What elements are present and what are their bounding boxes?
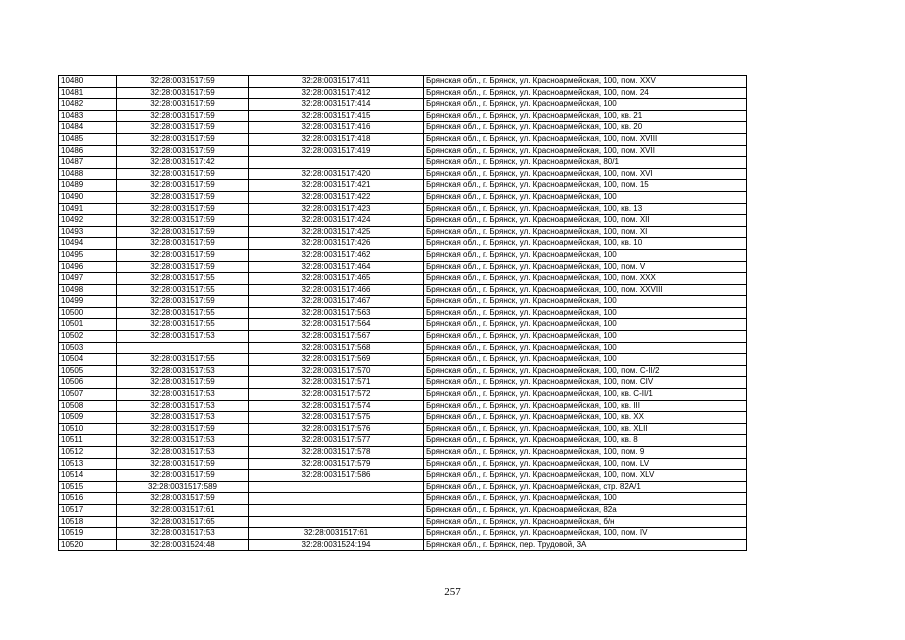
address-cell: Брянская обл., г. Брянск, ул. Красноармейская, 100, кв. XX — [424, 412, 747, 424]
cadastral-number-cell: 32:28:0031517:567 — [249, 331, 424, 343]
parent-cadastral-number-cell: 32:28:0031524:48 — [117, 539, 249, 551]
table-row — [59, 528, 747, 540]
cadastral-number-cell — [249, 157, 424, 169]
table-row — [59, 412, 747, 424]
table-row — [59, 470, 747, 482]
row-number-cell: 10486 — [59, 145, 117, 157]
parent-cadastral-number-cell: 32:28:0031517:53 — [117, 435, 249, 447]
row-number-cell: 10508 — [59, 400, 117, 412]
table-row — [59, 365, 747, 377]
address-cell: Брянская обл., г. Брянск, пер. Трудовой, 3А — [424, 539, 747, 551]
parent-cadastral-number-cell: 32:28:0031517:53 — [117, 389, 249, 401]
table-row — [59, 261, 747, 273]
cadastral-number-cell: 32:28:0031517:418 — [249, 133, 424, 145]
parent-cadastral-number-cell: 32:28:0031517:59 — [117, 191, 249, 203]
row-number-cell: 10509 — [59, 412, 117, 424]
cadastral-number-cell: 32:28:0031517:415 — [249, 110, 424, 122]
address-cell: Брянская обл., г. Брянск, ул. Красноармейская, стр. 82А/1 — [424, 481, 747, 493]
cadastral-number-cell: 32:28:0031517:467 — [249, 296, 424, 308]
table-row — [59, 296, 747, 308]
parent-cadastral-number-cell: 32:28:0031517:59 — [117, 168, 249, 180]
table-row — [59, 284, 747, 296]
cadastral-number-cell: 32:28:0031517:577 — [249, 435, 424, 447]
parent-cadastral-number-cell: 32:28:0031517:59 — [117, 423, 249, 435]
address-cell: Брянская обл., г. Брянск, ул. Красноармейская, б/н — [424, 516, 747, 528]
address-cell: Брянская обл., г. Брянск, ул. Красноармейская, 100, пом. XLV — [424, 470, 747, 482]
address-cell: Брянская обл., г. Брянск, ул. Красноармейская, 100 — [424, 354, 747, 366]
row-number-cell: 10517 — [59, 504, 117, 516]
address-cell: Брянская обл., г. Брянск, ул. Красноармейская, 100, кв. III — [424, 400, 747, 412]
row-number-cell: 10493 — [59, 226, 117, 238]
address-cell: Брянская обл., г. Брянск, ул. Красноармейская, 100 — [424, 331, 747, 343]
address-cell: Брянская обл., г. Брянск, ул. Красноармейская, 100 — [424, 493, 747, 505]
address-cell: Брянская обл., г. Брянск, ул. Красноармейская, 100, пом. XXVIII — [424, 284, 747, 296]
parent-cadastral-number-cell: 32:28:0031517:42 — [117, 157, 249, 169]
parent-cadastral-number-cell: 32:28:0031517:53 — [117, 365, 249, 377]
cadastral-number-cell: 32:28:0031517:568 — [249, 342, 424, 354]
cadastral-number-cell: 32:28:0031517:576 — [249, 423, 424, 435]
row-number-cell: 10481 — [59, 87, 117, 99]
address-cell: Брянская обл., г. Брянск, ул. Красноармейская, 100, пом. 15 — [424, 180, 747, 192]
parent-cadastral-number-cell: 32:28:0031517:53 — [117, 528, 249, 540]
address-cell: Брянская обл., г. Брянск, ул. Красноармейская, 100, кв. С-II/1 — [424, 389, 747, 401]
registry-table-body — [59, 76, 747, 551]
cadastral-number-cell — [249, 504, 424, 516]
address-cell: Брянская обл., г. Брянск, ул. Красноармейская, 80/1 — [424, 157, 747, 169]
row-number-cell: 10482 — [59, 99, 117, 111]
address-cell: Брянская обл., г. Брянск, ул. Красноармейская, 100 — [424, 249, 747, 261]
cadastral-number-cell: 32:28:0031517:465 — [249, 273, 424, 285]
cadastral-number-cell: 32:28:0031517:411 — [249, 76, 424, 88]
table-row — [59, 157, 747, 169]
table-row — [59, 435, 747, 447]
parent-cadastral-number-cell: 32:28:0031517:59 — [117, 470, 249, 482]
address-cell: Брянская обл., г. Брянск, ул. Красноармейская, 100, кв. 20 — [424, 122, 747, 134]
row-number-cell: 10501 — [59, 319, 117, 331]
row-number-cell: 10500 — [59, 307, 117, 319]
table-row — [59, 273, 747, 285]
table-row — [59, 307, 747, 319]
table-row — [59, 319, 747, 331]
row-number-cell: 10488 — [59, 168, 117, 180]
cadastral-number-cell: 32:28:0031517:421 — [249, 180, 424, 192]
parent-cadastral-number-cell: 32:28:0031517:59 — [117, 145, 249, 157]
row-number-cell: 10497 — [59, 273, 117, 285]
parent-cadastral-number-cell: 32:28:0031517:55 — [117, 284, 249, 296]
table-row — [59, 110, 747, 122]
cadastral-number-cell: 32:28:0031517:425 — [249, 226, 424, 238]
parent-cadastral-number-cell: 32:28:0031517:59 — [117, 180, 249, 192]
row-number-cell: 10503 — [59, 342, 117, 354]
parent-cadastral-number-cell: 32:28:0031517:53 — [117, 412, 249, 424]
cadastral-number-cell: 32:28:0031517:574 — [249, 400, 424, 412]
address-cell: Брянская обл., г. Брянск, ул. Красноармейская, 100, кв. 8 — [424, 435, 747, 447]
parent-cadastral-number-cell: 32:28:0031517:59 — [117, 99, 249, 111]
parent-cadastral-number-cell: 32:28:0031517:55 — [117, 319, 249, 331]
row-number-cell: 10512 — [59, 447, 117, 459]
cadastral-number-cell: 32:28:0031517:416 — [249, 122, 424, 134]
row-number-cell: 10511 — [59, 435, 117, 447]
row-number-cell: 10507 — [59, 389, 117, 401]
table-row — [59, 191, 747, 203]
parent-cadastral-number-cell: 32:28:0031517:59 — [117, 249, 249, 261]
table-row — [59, 76, 747, 88]
cadastral-number-cell: 32:28:0031517:412 — [249, 87, 424, 99]
parent-cadastral-number-cell — [117, 342, 249, 354]
table-row — [59, 226, 747, 238]
table-row — [59, 215, 747, 227]
cadastral-number-cell: 32:28:0031517:578 — [249, 447, 424, 459]
row-number-cell: 10518 — [59, 516, 117, 528]
row-number-cell: 10520 — [59, 539, 117, 551]
table-row — [59, 400, 747, 412]
parent-cadastral-number-cell: 32:28:0031517:59 — [117, 110, 249, 122]
row-number-cell: 10492 — [59, 215, 117, 227]
address-cell: Брянская обл., г. Брянск, ул. Красноармейская, 100, пом. XVII — [424, 145, 747, 157]
cadastral-number-cell: 32:28:0031517:571 — [249, 377, 424, 389]
address-cell: Брянская обл., г. Брянск, ул. Красноармейская, 100 — [424, 296, 747, 308]
cadastral-number-cell: 32:28:0031517:61 — [249, 528, 424, 540]
parent-cadastral-number-cell: 32:28:0031517:59 — [117, 458, 249, 470]
parent-cadastral-number-cell: 32:28:0031517:55 — [117, 273, 249, 285]
table-row — [59, 87, 747, 99]
row-number-cell: 10506 — [59, 377, 117, 389]
table-row — [59, 423, 747, 435]
table-row — [59, 481, 747, 493]
table-row — [59, 539, 747, 551]
address-cell: Брянская обл., г. Брянск, ул. Красноармейская, 82а — [424, 504, 747, 516]
row-number-cell: 10499 — [59, 296, 117, 308]
row-number-cell: 10487 — [59, 157, 117, 169]
table-row — [59, 504, 747, 516]
row-number-cell: 10485 — [59, 133, 117, 145]
address-cell: Брянская обл., г. Брянск, ул. Красноармейская, 100, пом. XVIII — [424, 133, 747, 145]
table-row — [59, 447, 747, 459]
cadastral-number-cell — [249, 516, 424, 528]
parent-cadastral-number-cell: 32:28:0031517:59 — [117, 261, 249, 273]
row-number-cell: 10510 — [59, 423, 117, 435]
parent-cadastral-number-cell: 32:28:0031517:59 — [117, 87, 249, 99]
table-row — [59, 389, 747, 401]
parent-cadastral-number-cell: 32:28:0031517:589 — [117, 481, 249, 493]
row-number-cell: 10513 — [59, 458, 117, 470]
address-cell: Брянская обл., г. Брянск, ул. Красноармейская, 100, пом. XXX — [424, 273, 747, 285]
parent-cadastral-number-cell: 32:28:0031517:59 — [117, 203, 249, 215]
parent-cadastral-number-cell: 32:28:0031517:55 — [117, 354, 249, 366]
cadastral-number-cell: 32:28:0031517:579 — [249, 458, 424, 470]
address-cell: Брянская обл., г. Брянск, ул. Красноармейская, 100, пом. 24 — [424, 87, 747, 99]
cadastral-number-cell: 32:28:0031517:575 — [249, 412, 424, 424]
address-cell: Брянская обл., г. Брянск, ул. Красноармейская, 100, кв. 13 — [424, 203, 747, 215]
address-cell: Брянская обл., г. Брянск, ул. Красноармейская, 100 — [424, 191, 747, 203]
address-cell: Брянская обл., г. Брянск, ул. Красноармейская, 100 — [424, 99, 747, 111]
address-cell: Брянская обл., г. Брянск, ул. Красноармейская, 100, пом. CIV — [424, 377, 747, 389]
table-row — [59, 331, 747, 343]
table-row — [59, 180, 747, 192]
cadastral-number-cell: 32:28:0031517:462 — [249, 249, 424, 261]
row-number-cell: 10519 — [59, 528, 117, 540]
row-number-cell: 10496 — [59, 261, 117, 273]
registry-table — [58, 75, 747, 551]
table-row — [59, 249, 747, 261]
row-number-cell: 10489 — [59, 180, 117, 192]
parent-cadastral-number-cell: 32:28:0031517:59 — [117, 493, 249, 505]
row-number-cell: 10490 — [59, 191, 117, 203]
row-number-cell: 10516 — [59, 493, 117, 505]
parent-cadastral-number-cell: 32:28:0031517:59 — [117, 122, 249, 134]
row-number-cell: 10495 — [59, 249, 117, 261]
table-row — [59, 493, 747, 505]
cadastral-number-cell: 32:28:0031517:464 — [249, 261, 424, 273]
table-row — [59, 238, 747, 250]
row-number-cell: 10494 — [59, 238, 117, 250]
cadastral-number-cell: 32:28:0031517:424 — [249, 215, 424, 227]
cadastral-number-cell: 32:28:0031517:564 — [249, 319, 424, 331]
cadastral-number-cell — [249, 481, 424, 493]
table-row — [59, 516, 747, 528]
parent-cadastral-number-cell: 32:28:0031517:59 — [117, 296, 249, 308]
page-number: 257 — [444, 586, 461, 598]
address-cell: Брянская обл., г. Брянск, ул. Красноармейская, 100, пом. V — [424, 261, 747, 273]
table-row — [59, 99, 747, 111]
table-row — [59, 354, 747, 366]
cadastral-number-cell: 32:28:0031517:572 — [249, 389, 424, 401]
address-cell: Брянская обл., г. Брянск, ул. Красноармейская, 100, пом. С-II/2 — [424, 365, 747, 377]
row-number-cell: 10498 — [59, 284, 117, 296]
table-row — [59, 133, 747, 145]
address-cell: Брянская обл., г. Брянск, ул. Красноармейская, 100 — [424, 307, 747, 319]
parent-cadastral-number-cell: 32:28:0031517:59 — [117, 238, 249, 250]
cadastral-number-cell: 32:28:0031517:586 — [249, 470, 424, 482]
cadastral-number-cell: 32:28:0031524:194 — [249, 539, 424, 551]
cadastral-number-cell: 32:28:0031517:420 — [249, 168, 424, 180]
parent-cadastral-number-cell: 32:28:0031517:59 — [117, 377, 249, 389]
address-cell: Брянская обл., г. Брянск, ул. Красноармейская, 100, кв. XLII — [424, 423, 747, 435]
address-cell: Брянская обл., г. Брянск, ул. Красноармейская, 100, пом. XII — [424, 215, 747, 227]
cadastral-number-cell: 32:28:0031517:414 — [249, 99, 424, 111]
table-row — [59, 377, 747, 389]
table-row — [59, 145, 747, 157]
row-number-cell: 10514 — [59, 470, 117, 482]
parent-cadastral-number-cell: 32:28:0031517:65 — [117, 516, 249, 528]
cadastral-number-cell: 32:28:0031517:419 — [249, 145, 424, 157]
parent-cadastral-number-cell: 32:28:0031517:59 — [117, 133, 249, 145]
cadastral-number-cell: 32:28:0031517:563 — [249, 307, 424, 319]
parent-cadastral-number-cell: 32:28:0031517:53 — [117, 400, 249, 412]
parent-cadastral-number-cell: 32:28:0031517:59 — [117, 76, 249, 88]
table-row — [59, 168, 747, 180]
cadastral-number-cell: 32:28:0031517:466 — [249, 284, 424, 296]
address-cell: Брянская обл., г. Брянск, ул. Красноармейская, 100, пом. 9 — [424, 447, 747, 459]
address-cell: Брянская обл., г. Брянск, ул. Красноармейская, 100 — [424, 342, 747, 354]
row-number-cell: 10504 — [59, 354, 117, 366]
table-row — [59, 122, 747, 134]
parent-cadastral-number-cell: 32:28:0031517:59 — [117, 226, 249, 238]
cadastral-number-cell: 32:28:0031517:569 — [249, 354, 424, 366]
registry-table-container — [58, 75, 746, 551]
parent-cadastral-number-cell: 32:28:0031517:53 — [117, 447, 249, 459]
address-cell: Брянская обл., г. Брянск, ул. Красноармейская, 100, пом. LV — [424, 458, 747, 470]
parent-cadastral-number-cell: 32:28:0031517:61 — [117, 504, 249, 516]
table-row — [59, 342, 747, 354]
row-number-cell: 10505 — [59, 365, 117, 377]
cadastral-number-cell — [249, 493, 424, 505]
row-number-cell: 10484 — [59, 122, 117, 134]
row-number-cell: 10480 — [59, 76, 117, 88]
address-cell: Брянская обл., г. Брянск, ул. Красноармейская, 100, пом. XVI — [424, 168, 747, 180]
parent-cadastral-number-cell: 32:28:0031517:59 — [117, 215, 249, 227]
address-cell: Брянская обл., г. Брянск, ул. Красноармейская, 100, пом. XXV — [424, 76, 747, 88]
cadastral-number-cell: 32:28:0031517:570 — [249, 365, 424, 377]
address-cell: Брянская обл., г. Брянск, ул. Красноармейская, 100, кв. 10 — [424, 238, 747, 250]
address-cell: Брянская обл., г. Брянск, ул. Красноармейская, 100, кв. 21 — [424, 110, 747, 122]
row-number-cell: 10483 — [59, 110, 117, 122]
row-number-cell: 10491 — [59, 203, 117, 215]
table-row — [59, 203, 747, 215]
address-cell: Брянская обл., г. Брянск, ул. Красноармейская, 100, пом. IV — [424, 528, 747, 540]
address-cell: Брянская обл., г. Брянск, ул. Красноармейская, 100 — [424, 319, 747, 331]
address-cell: Брянская обл., г. Брянск, ул. Красноармейская, 100, пом. XI — [424, 226, 747, 238]
parent-cadastral-number-cell: 32:28:0031517:55 — [117, 307, 249, 319]
cadastral-number-cell: 32:28:0031517:422 — [249, 191, 424, 203]
cadastral-number-cell: 32:28:0031517:426 — [249, 238, 424, 250]
cadastral-number-cell: 32:28:0031517:423 — [249, 203, 424, 215]
row-number-cell: 10515 — [59, 481, 117, 493]
table-row — [59, 458, 747, 470]
parent-cadastral-number-cell: 32:28:0031517:53 — [117, 331, 249, 343]
row-number-cell: 10502 — [59, 331, 117, 343]
